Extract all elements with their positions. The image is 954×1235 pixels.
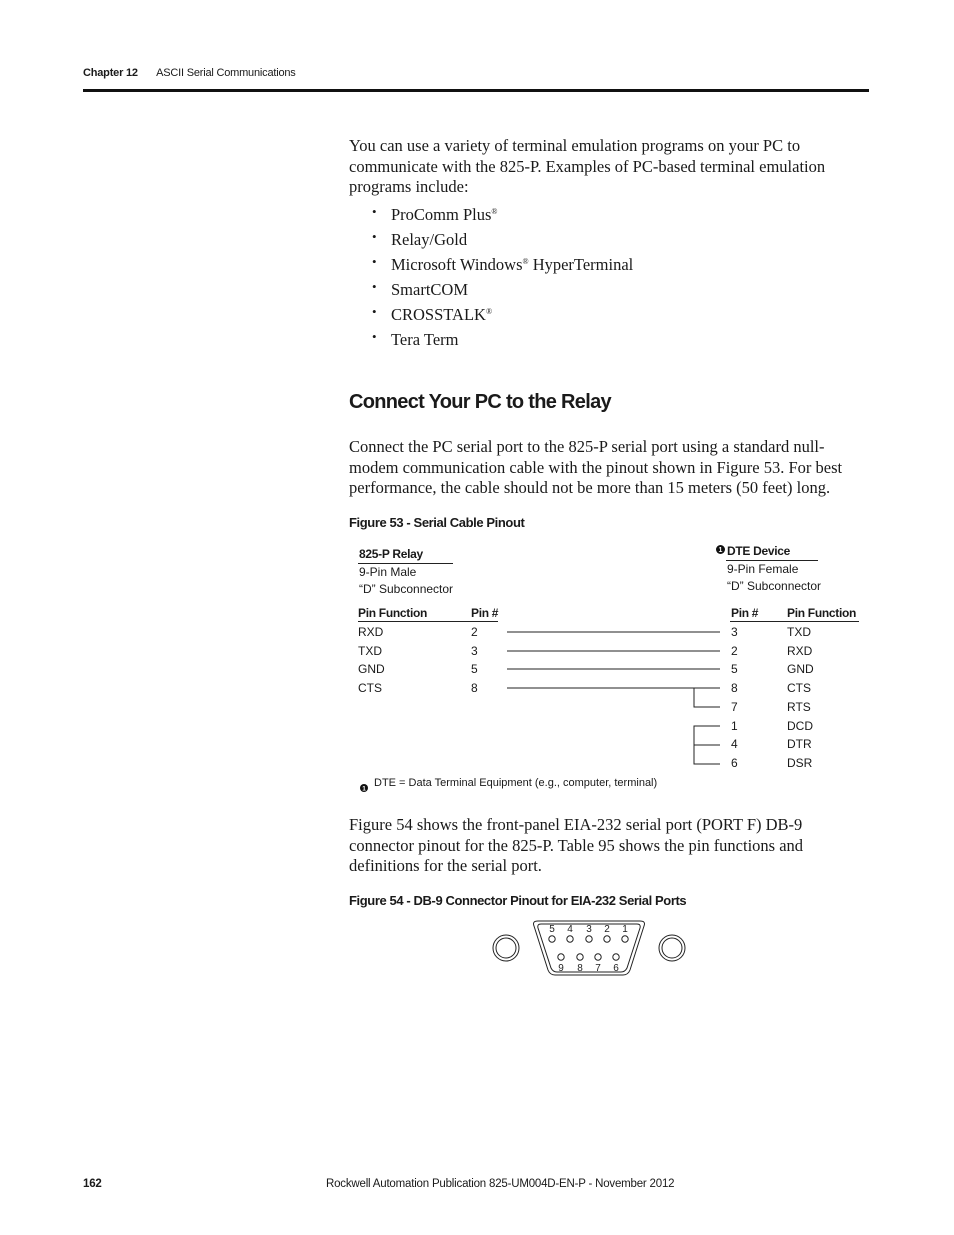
pin-hole [558, 954, 564, 960]
page-number: 162 [83, 1178, 102, 1190]
pin-label: 7 [595, 963, 601, 974]
right-col-pin-header: Pin # [731, 606, 759, 620]
right-device-title: DTE Device [727, 544, 791, 558]
list-item: • Microsoft Windows® HyperTerminal [372, 251, 633, 276]
pin-hole [604, 936, 610, 942]
left-row-pin: 8 [471, 681, 478, 695]
list-item: • CROSSTALK® [372, 301, 633, 326]
mounting-screw-icon [496, 938, 516, 958]
left-device-line2: “D” Subconnector [359, 582, 454, 596]
pin-hole [577, 954, 583, 960]
left-header-underline [358, 621, 498, 622]
pin-hole [549, 936, 555, 942]
left-row-pin: 3 [471, 644, 478, 658]
left-row-function: TXD [358, 644, 382, 658]
right-row-pin: 8 [731, 681, 738, 695]
right-row-pin: 5 [731, 662, 738, 676]
right-row-function: GND [787, 662, 814, 676]
list-item: • SmartCOM [372, 276, 633, 301]
mounting-screw-icon [659, 935, 685, 961]
left-device-line1: 9-Pin Male [359, 565, 417, 579]
list-item: • Relay/Gold [372, 226, 633, 251]
pin-label: 8 [577, 963, 583, 974]
left-row-function: CTS [358, 681, 382, 695]
db9-connector-diagram [490, 918, 690, 980]
right-device-line2: “D” Subconnector [727, 579, 822, 593]
left-row-pin: 2 [471, 625, 478, 639]
list-item: • Tera Term [372, 326, 633, 351]
left-col-pin-header: Pin # [471, 606, 499, 620]
section-paragraph: Connect the PC serial port to the 825-P serial port using a standard null-modem communication cable with the pinout shown in Figure 53. For best performance, the cable should not be more than 15 meters (50 feet) long. [349, 437, 843, 497]
right-row-function: CTS [787, 681, 811, 695]
wiring-lines [500, 620, 730, 770]
pin-hole [567, 936, 573, 942]
figure-53-caption: Figure 53 - Serial Cable Pinout [349, 515, 525, 530]
list-item: • ProComm Plus® [372, 201, 633, 226]
pin-label: 4 [567, 924, 573, 935]
pin-label: 6 [613, 963, 619, 974]
header-rule [83, 89, 869, 92]
pin-label: 5 [549, 924, 555, 935]
right-title-underline [726, 560, 818, 561]
left-row-function: GND [358, 662, 385, 676]
left-device-title: 825-P Relay [359, 547, 423, 561]
right-row-function: DTR [787, 737, 812, 751]
right-row-pin: 2 [731, 644, 738, 658]
mounting-screw-icon [662, 938, 682, 958]
pin-hole [622, 936, 628, 942]
right-row-function: DCD [787, 719, 813, 733]
right-header-underline [730, 621, 859, 622]
emulation-program-list [372, 201, 633, 351]
left-row-function: RXD [358, 625, 384, 639]
svg-text:1: 1 [362, 785, 366, 792]
footnote-marker-icon [360, 779, 368, 797]
running-header [83, 67, 296, 79]
right-row-pin: 6 [731, 756, 738, 770]
pin-label: 3 [586, 924, 592, 935]
pin-label: 2 [604, 924, 610, 935]
figure-54-caption: Figure 54 - DB-9 Connector Pinout for EIA-232 Serial Ports [349, 893, 687, 908]
footnote-marker-icon [716, 545, 725, 556]
figure-53-footnote: DTE = Data Terminal Equipment (e.g., computer, terminal) [374, 777, 658, 789]
right-col-function-header: Pin Function [787, 606, 857, 620]
pin-hole [613, 954, 619, 960]
pin-hole [595, 954, 601, 960]
section-paragraph-2: Figure 54 shows the front-panel EIA-232 serial port (PORT F) DB-9 connector pinout for the 825-P. Table 95 shows the pin functions and definitions for the serial port. [349, 815, 804, 875]
right-device-line1: 9-Pin Female [727, 562, 799, 576]
pin-hole [586, 936, 592, 942]
publication-info: Rockwell Automation Publication 825-UM004D-EN-P - November 2012 [326, 1178, 675, 1190]
svg-text:1: 1 [718, 547, 723, 554]
left-row-pin: 5 [471, 662, 478, 676]
right-row-function: RXD [787, 644, 813, 658]
right-row-function: DSR [787, 756, 813, 770]
mounting-screw-icon [493, 935, 519, 961]
right-row-pin: 7 [731, 700, 738, 714]
section-heading: Connect Your PC to the Relay [349, 391, 611, 413]
left-title-underline [358, 563, 453, 564]
chapter-title: ASCII Serial Communications [156, 67, 296, 79]
left-col-function-header: Pin Function [358, 606, 428, 620]
right-row-pin: 1 [731, 719, 738, 733]
chapter-label: Chapter 12 [83, 67, 138, 79]
right-row-function: RTS [787, 700, 811, 714]
right-row-pin: 4 [731, 737, 738, 751]
right-row-pin: 3 [731, 625, 738, 639]
intro-paragraph: You can use a variety of terminal emulation programs on your PC to communicate with the 825-P. Examples of PC-based terminal emulation programs include: [349, 136, 826, 196]
pin-label: 9 [558, 963, 564, 974]
right-row-function: TXD [787, 625, 811, 639]
pin-label: 1 [622, 924, 628, 935]
